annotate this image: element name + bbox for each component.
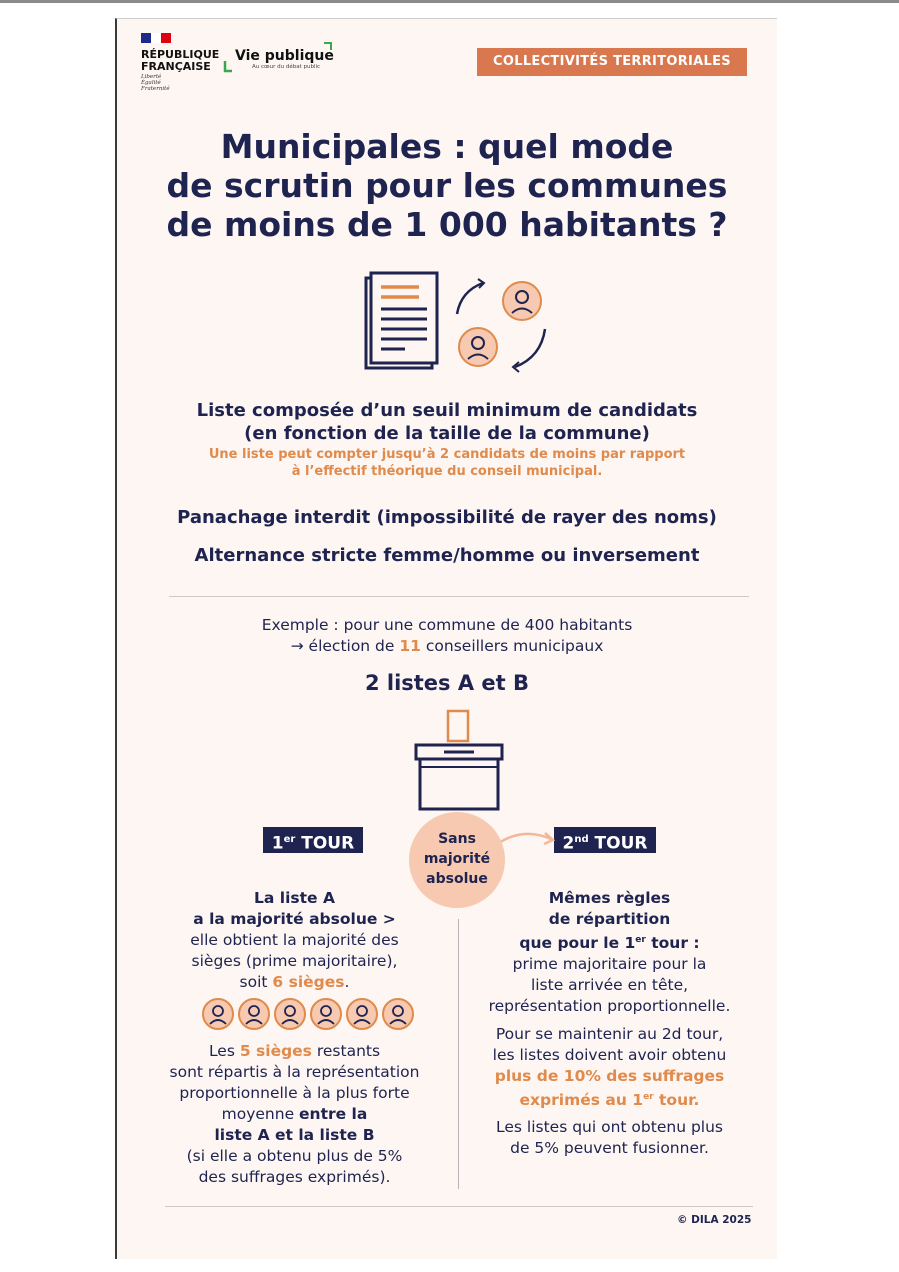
tour-2-line-5: liste arrivée en tête, bbox=[530, 976, 689, 995]
tour-1-number: 1 bbox=[271, 833, 284, 854]
tour-2-line-3-prefix: que pour le 1 bbox=[519, 934, 636, 953]
remaining-line-4 bbox=[157, 1104, 432, 1125]
list-note-line-1: Une liste peut compter jusqu’à 2 candidats de moins par rapport bbox=[208, 447, 686, 462]
tour-2-line-6: représentation proportionnelle. bbox=[488, 997, 731, 1016]
page-title bbox=[117, 127, 777, 244]
councillor-count: 11 bbox=[399, 637, 421, 655]
tour-2-merge-text bbox=[467, 1117, 752, 1159]
tour-1-line-5 bbox=[157, 972, 432, 993]
threshold-line-1: Pour se maintenir au 2d tour, bbox=[495, 1025, 724, 1043]
tour-1-remaining-text bbox=[157, 1041, 432, 1188]
document-icon bbox=[366, 273, 437, 368]
threshold-highlight: plus de 10% des suffrages bbox=[494, 1067, 725, 1085]
tour-1-five-seats: 5 sièges bbox=[239, 1042, 312, 1060]
tour-1-six-seats: 6 sièges bbox=[272, 973, 345, 991]
republic-motto bbox=[141, 74, 170, 92]
seat-person-icon bbox=[203, 999, 233, 1029]
republique-francaise-flag-icon bbox=[141, 33, 171, 43]
lists-heading: 2 listes A et B bbox=[364, 671, 530, 695]
remaining-prefix: Les bbox=[208, 1042, 240, 1060]
column-divider bbox=[458, 919, 459, 1189]
document-swap-illustration bbox=[357, 269, 557, 379]
title-line-1: Municipales : quel mode bbox=[220, 127, 674, 166]
motto-fraternite: Fraternité bbox=[141, 86, 170, 92]
remaining-line-7: des suffrages exprimés). bbox=[198, 1168, 391, 1186]
example-intro bbox=[117, 615, 777, 657]
tour-2-line-3-suffix: tour : bbox=[645, 934, 700, 953]
example-line-1: Exemple : pour une commune de 400 habitants bbox=[261, 616, 633, 634]
tour-1-list-a: La liste A bbox=[254, 889, 335, 907]
tour-2-threshold-text bbox=[467, 1024, 752, 1111]
candidate-swap-icon bbox=[457, 279, 545, 372]
threshold-line-4-prefix: exprimés au 1 bbox=[519, 1091, 644, 1110]
tour-1-line-3: elle obtient la majorité des bbox=[190, 931, 399, 949]
title-line-2: de scrutin pour les communes bbox=[166, 166, 728, 205]
tour-2-sup: nd bbox=[574, 834, 589, 845]
top-rule bbox=[0, 0, 899, 3]
tour-2-line-1: Mêmes règles bbox=[548, 889, 671, 907]
example-suffix: conseillers municipaux bbox=[420, 637, 604, 655]
motto-liberte: Liberté bbox=[141, 74, 162, 80]
threshold-line-4-suffix: tour. bbox=[653, 1091, 700, 1110]
seat-icons-row bbox=[201, 997, 417, 1031]
footer-divider bbox=[165, 1206, 753, 1207]
tour-2-rules-text bbox=[467, 888, 752, 1017]
tour-1-majority: a la majorité absolue > bbox=[193, 910, 396, 928]
threshold-line-2: les listes doivent avoir obtenu bbox=[492, 1046, 727, 1064]
remaining-suffix: restants bbox=[311, 1042, 381, 1060]
infographic-card bbox=[115, 18, 777, 1259]
tour-2-line-4: prime majoritaire pour la bbox=[512, 955, 707, 974]
tour-2-line-3-sup: er bbox=[635, 935, 646, 945]
list-note bbox=[117, 446, 777, 480]
bubble-line-3: absolue bbox=[426, 871, 488, 887]
title-line-3: de moins de 1 000 habitants ? bbox=[166, 205, 728, 244]
republic-line-1: RÉPUBLIQUE bbox=[141, 48, 220, 61]
list-minimum-line-1: Liste composée d’un seuil minimum de candidats bbox=[196, 400, 698, 421]
tour-1-line-5-suffix: . bbox=[344, 973, 350, 991]
tour-1-label bbox=[263, 827, 363, 853]
section-divider bbox=[169, 596, 749, 597]
category-badge: COLLECTIVITÉS TERRITORIALES bbox=[477, 48, 747, 76]
copyright: © DILA 2025 bbox=[677, 1214, 752, 1226]
motto-egalite: Égalité bbox=[141, 80, 161, 86]
tour-2-line-3 bbox=[519, 934, 699, 952]
list-minimum-rule bbox=[117, 399, 777, 445]
example-prefix: → élection de bbox=[290, 637, 400, 655]
tour-2-number: 2 bbox=[562, 833, 575, 854]
tour-1-remaining-line-1 bbox=[157, 1041, 432, 1062]
seat-person-icon bbox=[383, 999, 413, 1029]
republique-francaise-title bbox=[141, 49, 219, 73]
remaining-line-2: sont répartis à la représentation bbox=[169, 1063, 420, 1081]
seat-person-icon bbox=[239, 999, 269, 1029]
republic-line-2: FRANÇAISE bbox=[141, 60, 211, 73]
merge-line-1: Les listes qui ont obtenu plus bbox=[496, 1118, 723, 1136]
tour-2-line-2: de répartition bbox=[548, 910, 671, 928]
threshold-line-4 bbox=[520, 1091, 700, 1109]
tour-2-label bbox=[554, 827, 656, 853]
panachage-rule: Panachage interdit (impossibilité de rayer des noms) bbox=[177, 507, 717, 528]
seat-person-icon bbox=[275, 999, 305, 1029]
remaining-line-4-prefix: moyenne bbox=[221, 1105, 300, 1123]
vie-publique-corner-icon bbox=[324, 42, 332, 50]
alternance-rule: Alternance stricte femme/homme ou inversement bbox=[194, 545, 700, 566]
ballot-box-icon bbox=[412, 707, 507, 812]
vie-publique-tagline: Au cœur du débat public bbox=[252, 64, 321, 70]
tour-1-line-5-prefix: soit bbox=[239, 973, 273, 991]
remaining-line-3: proportionnelle à la plus forte bbox=[179, 1084, 410, 1102]
list-minimum-line-2: (en fonction de la taille de la commune) bbox=[244, 423, 650, 444]
seat-person-icon bbox=[347, 999, 377, 1029]
remaining-line-6: (si elle a obtenu plus de 5% bbox=[186, 1147, 403, 1165]
example-line-2 bbox=[117, 636, 777, 657]
remaining-line-5: liste A et la liste B bbox=[214, 1126, 375, 1144]
threshold-line-4-sup: er bbox=[643, 1092, 654, 1102]
vie-publique-logo-icon bbox=[223, 61, 233, 73]
merge-line-2: de 5% peuvent fusionner. bbox=[510, 1139, 709, 1157]
remaining-line-4-bold: entre la bbox=[299, 1105, 368, 1123]
list-note-line-2: à l’effectif théorique du conseil municipal. bbox=[291, 464, 603, 479]
vie-publique-logo: Vie publique bbox=[235, 48, 334, 64]
tour-1-line-4: sièges (prime majoritaire), bbox=[191, 952, 398, 970]
tour-2-word: TOUR bbox=[588, 833, 648, 854]
tour-1-word: TOUR bbox=[295, 833, 355, 854]
seat-person-icon bbox=[311, 999, 341, 1029]
tour-1-majority-text bbox=[157, 888, 432, 993]
bubble-line-1: Sans bbox=[438, 831, 476, 847]
bubble-line-2: majorité bbox=[423, 851, 491, 867]
tour-1-sup: er bbox=[283, 834, 296, 845]
